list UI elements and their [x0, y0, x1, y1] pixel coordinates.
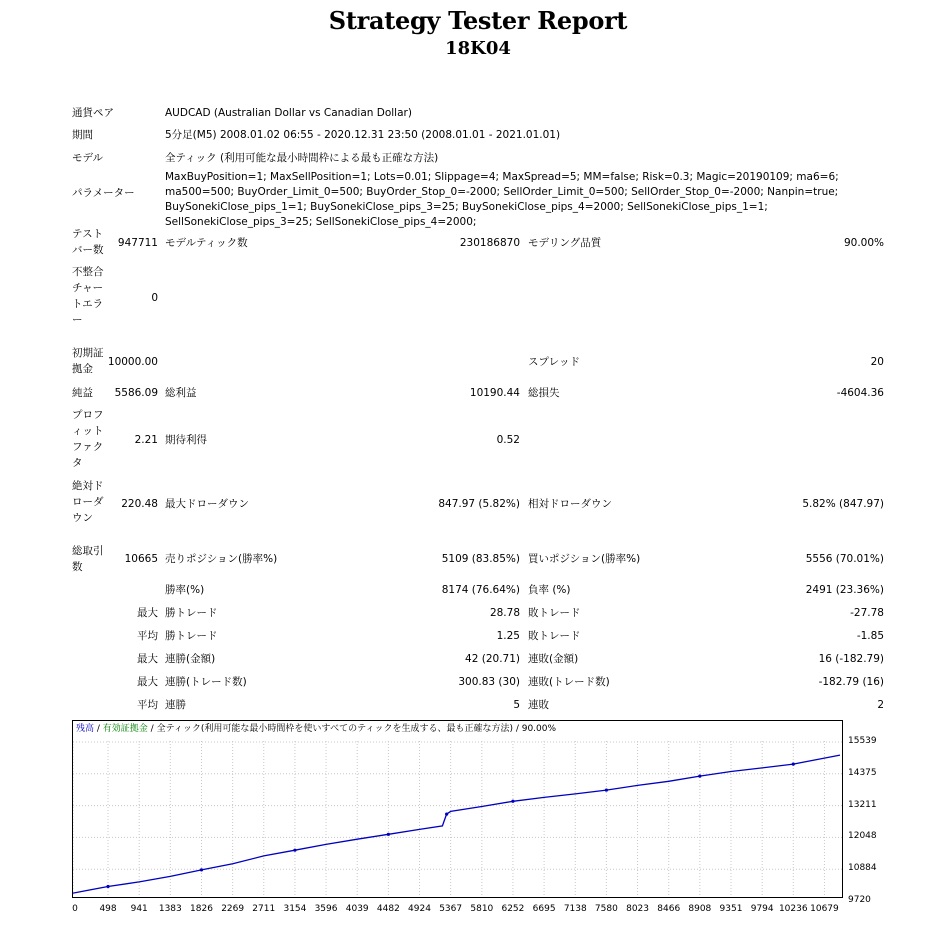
max-consec-label: 最大: [137, 653, 158, 665]
x-tick-label: 3596: [314, 904, 338, 914]
legend-balance: 残高: [76, 724, 95, 734]
x-tick-label: 10679: [810, 904, 839, 914]
mismatch-value: 0: [151, 292, 158, 304]
avg-win-label: 勝トレード: [165, 630, 218, 642]
balance-point: [445, 813, 448, 816]
legend-separator: /: [94, 724, 103, 734]
win-rate-label: 勝率(%): [165, 584, 205, 596]
avg-consec-wins-value: 5: [513, 699, 520, 711]
symbol-label: 通貨ペア: [72, 107, 114, 119]
x-tick-label: 1383: [158, 904, 182, 914]
x-tick-label: 10236: [778, 904, 808, 914]
symbol-value: AUDCAD (Australian Dollar vs Canadian Dollar): [165, 107, 412, 119]
expected-value: 0.52: [496, 434, 520, 446]
rel-dd-label: 相対ドローダウン: [528, 498, 612, 510]
y-tick-label: 13211: [848, 799, 877, 810]
total-trades-label: 総取引数: [72, 545, 104, 573]
avg-consec-losses-value: 2: [877, 699, 884, 711]
net-label: 純益: [72, 387, 93, 399]
legend-equity: 有効証拠金: [102, 724, 148, 734]
rel-dd-value: 5.82% (847.97): [802, 498, 884, 510]
abs-dd-label: 絶対ドローダウン: [72, 480, 104, 524]
max-dd-label: 最大ドローダウン: [165, 498, 249, 510]
balance-point: [293, 849, 296, 852]
mismatch-label: 不整合チャートエラー: [72, 266, 104, 326]
x-tick-label: 5367: [439, 904, 463, 914]
legend-model: 全ティック(利用可能な最小時間枠を使いすべてのティックを生成する、最も正確な方法) / 90.00%: [156, 724, 557, 734]
long-label: 買いポジション(勝率%): [528, 553, 641, 565]
x-tick-label: 6695: [532, 904, 556, 914]
period-value: 5分足(M5) 2008.01.02 06:55 - 2020.12.31 23:50 (2008.01.01 - 2021.01.01): [165, 129, 561, 141]
max-consec-profit-label: 連勝(トレード数): [165, 676, 247, 688]
x-tick-label: 2269: [221, 904, 245, 914]
win-rate-value: 8174 (76.64%): [441, 584, 520, 596]
x-tick-label: 2711: [252, 904, 276, 914]
x-tick-label: 6252: [501, 904, 525, 914]
balance-point: [200, 868, 203, 871]
max-consec-wins-label: 連勝(金額): [165, 653, 216, 665]
expected-label: 期待利得: [165, 434, 207, 446]
gross-loss-label: 総損失: [528, 387, 560, 399]
pf-label: プロフィットファクタ: [72, 409, 104, 469]
legend-separator: /: [147, 724, 157, 734]
avg-loss-label: 敗トレード: [528, 630, 581, 642]
balance-point: [792, 763, 795, 766]
balance-chart: [72, 720, 843, 898]
x-tick-label: 8466: [657, 904, 681, 914]
total-trades-value: 10665: [124, 553, 158, 565]
avg-win-value: 1.25: [496, 630, 520, 642]
report-title: Strategy Tester Report: [328, 6, 628, 35]
x-tick-label: 9351: [719, 904, 743, 914]
avg-consec-wins-label: 連勝: [165, 699, 186, 711]
largest-loss-value: -27.78: [850, 607, 884, 619]
y-tick-label: 14375: [848, 767, 877, 778]
balance-point: [605, 788, 608, 791]
x-tick-label: 3154: [283, 904, 307, 914]
params-value: MaxBuyPosition=1; MaxSellPosition=1; Lots=0.01; Slippage=4; MaxSpread=5; MM=false; Risk=0.3; Magic=20190109; ma6=6; ma500=500; BuyOrder_Limit_0=500; BuyOrder_Stop_0=-2000; SellOrder_Limit_0=500; SellOrder_Stop_0=-2000; Nanpin=true; BuySonekiClose_pips_1=1; BuySonekiClose_pips_3=25; BuySonekiClose_pips_4=2000; SellSonekiClose_pips_1=1; SellSonekiClose_pips_3=25; SellSonekiClose_pips_4=2000;: [165, 171, 839, 228]
x-tick-label: 8023: [626, 904, 649, 914]
largest-label: 最大: [137, 607, 158, 619]
loss-rate-label: 負率 (%): [528, 584, 571, 596]
gross-profit-value: 10190.44: [469, 387, 520, 399]
max-consec-loss-label: 連敗(トレード数): [528, 676, 610, 688]
balance-point: [698, 775, 701, 778]
model-label: モデル: [72, 152, 103, 164]
quality-value: 90.00%: [843, 237, 884, 249]
y-tick-label: 10884: [848, 863, 877, 874]
x-tick-label: 5810: [470, 904, 494, 914]
balance-chart-plot: [73, 721, 842, 897]
gross-loss-value: -4604.36: [836, 387, 884, 399]
short-label: 売りポジション(勝率%): [165, 553, 278, 565]
deposit-value: 10000.00: [107, 356, 158, 368]
period-label: 期間: [72, 129, 93, 141]
balance-point: [106, 885, 109, 888]
avg-loss-value: -1.85: [856, 630, 884, 642]
max-consec-wins-value: 42 (20.71): [465, 653, 520, 665]
x-tick-label: 9794: [750, 904, 774, 914]
x-tick-label: 941: [130, 904, 148, 914]
largest-win-label: 勝トレード: [165, 607, 218, 619]
y-tick-label: 12048: [848, 831, 877, 842]
average-label: 平均: [137, 630, 158, 642]
spread-label: スプレッド: [528, 356, 580, 368]
max-consec-profit-value: 300.83 (30): [458, 676, 520, 688]
y-tick-label: 9720: [848, 895, 871, 905]
params-label: パラメーター: [72, 187, 135, 199]
y-tick-label: 15539: [848, 736, 877, 746]
max-consec-loss-value: -182.79 (16): [818, 676, 884, 688]
pf-value: 2.21: [134, 434, 158, 446]
spread-value: 20: [870, 356, 884, 368]
x-tick-label: 4482: [376, 904, 400, 914]
ticks-value: 230186870: [459, 237, 520, 249]
ticks-label: モデルティック数: [165, 237, 248, 249]
x-tick-label: 498: [99, 904, 117, 914]
max-dd-value: 847.97 (5.82%): [438, 498, 520, 510]
quality-label: モデリング品質: [528, 237, 602, 249]
max-consec-losses-value: 16 (-182.79): [818, 653, 884, 665]
largest-win-value: 28.78: [489, 607, 520, 619]
bars-label: テストバー数: [72, 228, 104, 256]
x-tick-label: 1826: [190, 904, 213, 914]
avg-consec-losses-label: 連敗: [528, 699, 549, 711]
chart-legend: [76, 722, 556, 736]
deposit-label: 初期証拠金: [72, 347, 104, 375]
max-consec-losses-label: 連敗(金額): [528, 653, 579, 665]
long-value: 5556 (70.01%): [805, 553, 884, 565]
x-tick-label: 0: [72, 904, 78, 914]
bars-value: 947711: [117, 237, 158, 249]
gross-profit-label: 総利益: [165, 387, 197, 399]
loss-rate-value: 2491 (23.36%): [805, 584, 884, 596]
report-subtitle: 18K04: [445, 38, 511, 59]
largest-loss-label: 敗トレード: [528, 607, 581, 619]
x-tick-label: 4924: [408, 904, 431, 914]
balance-point: [387, 833, 390, 836]
x-tick-label: 7138: [563, 904, 587, 914]
balance-point: [511, 800, 514, 803]
model-value: 全ティック (利用可能な最小時間枠による最も正確な方法): [165, 152, 439, 164]
short-value: 5109 (83.85%): [441, 553, 520, 565]
x-tick-label: 4039: [345, 904, 369, 914]
balance-series-line: [73, 755, 840, 893]
x-tick-label: 8908: [688, 904, 712, 914]
abs-dd-value: 220.48: [121, 498, 158, 510]
avg-consec-label: 平均: [137, 699, 158, 711]
x-tick-label: 7580: [594, 904, 618, 914]
net-value: 5586.09: [114, 387, 158, 399]
max-consec2-label: 最大: [137, 676, 158, 688]
